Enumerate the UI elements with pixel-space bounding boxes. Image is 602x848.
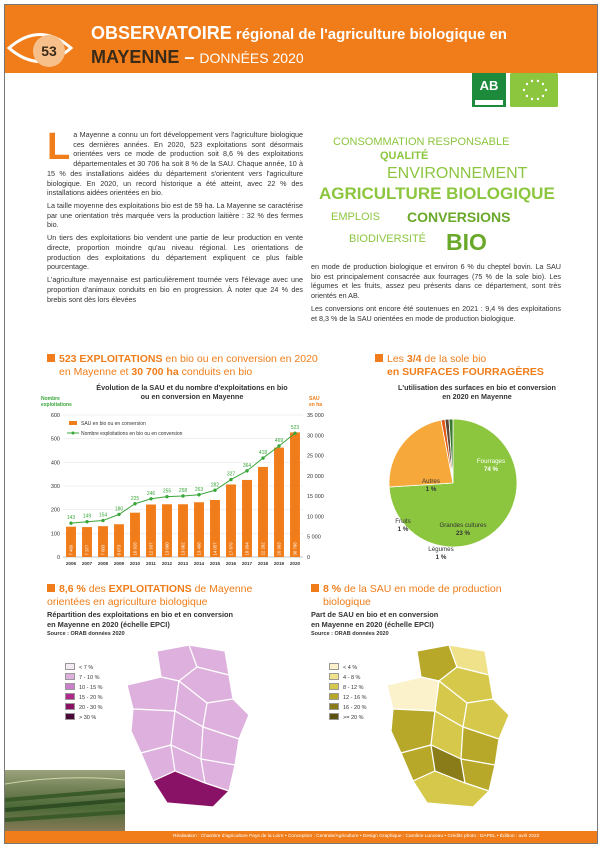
surfaces-pie-chart (379, 401, 579, 565)
right-tick-label: 0 (307, 555, 311, 561)
left-tick-label: 100 (50, 531, 60, 538)
section-title-surfaces: Les 3/4 de la sole bio en SURFACES FOURRAGÈRES (375, 353, 575, 379)
line-point (133, 502, 136, 505)
legend-label: < 7 % (79, 665, 94, 671)
pie-slice-label: Grandes cultures (439, 522, 487, 529)
legend-label: 15 - 20 % (79, 695, 103, 701)
right-tick-label: 5 000 (307, 534, 321, 541)
line-value-label: 523 (290, 425, 300, 432)
pie-slice-value: 74 % (483, 466, 499, 473)
legend-swatch (329, 703, 339, 710)
line-point (165, 495, 168, 498)
legend-label: Nombre exploitations en bio ou en conversion (81, 431, 183, 437)
cloud-word: EMPLOIS (331, 211, 380, 223)
pie-slice-label: Fruits (395, 518, 411, 525)
bar-value-label: 17 879 (228, 542, 234, 556)
line-value-label: 246 (146, 490, 156, 497)
line-point (261, 456, 264, 459)
bar-value-label: 10 926 (132, 542, 138, 556)
line-point (229, 478, 232, 481)
x-tick-label: 2019 (273, 561, 285, 566)
legend-item (329, 663, 367, 673)
legend-item (329, 683, 367, 693)
legend-swatch (329, 693, 339, 700)
legend-swatch (329, 663, 339, 670)
x-tick-label: 2009 (113, 561, 125, 566)
line-point (197, 493, 200, 496)
bar-value-label: 14 057 (212, 542, 218, 556)
legend-swatch (329, 683, 339, 690)
header-banner (5, 5, 598, 73)
page-title-line-2: MAYENNE – DONNÉES 2020 (91, 47, 304, 67)
legend-label: 12 - 16 % (343, 695, 367, 701)
legend-item (329, 703, 367, 713)
bar (290, 432, 300, 557)
legend-swatch-point (72, 432, 75, 435)
section-title-sau-map: 8 % de la SAU en mode de production biologique (311, 583, 571, 609)
line-point (277, 444, 280, 447)
line-value-label: 255 (162, 488, 172, 495)
line-point (149, 497, 152, 500)
legend-item (329, 693, 367, 703)
legend-label: 20 - 30 % (79, 705, 103, 711)
legend-swatch (65, 673, 75, 680)
legend-item (65, 683, 103, 693)
epci-map-exploitations (117, 641, 267, 809)
left-axis-label: Nombre exploitations (41, 396, 72, 408)
legend-item (65, 693, 103, 703)
drop-cap: L (47, 126, 71, 168)
line-value-label: 154 (98, 512, 108, 519)
line-value-label: 282 (210, 482, 220, 489)
left-tick-label: 0 (56, 555, 60, 561)
bar-value-label: 13 002 (180, 542, 186, 556)
line-point (245, 469, 248, 472)
legend-swatch (65, 693, 75, 700)
legend-label: < 4 % (343, 665, 358, 671)
intro-text-left (47, 126, 303, 307)
cloud-word: CONVERSIONS (407, 209, 511, 225)
x-tick-label: 2011 (146, 561, 156, 566)
line-point (181, 494, 184, 497)
epci-district (387, 677, 439, 711)
pie-slice-value: 1 % (397, 526, 409, 533)
pie-slice-value: 1 % (425, 486, 437, 493)
line-point (117, 513, 120, 516)
pie-chart-title: L'utilisation des surfaces en bio et conversion en 2020 en Mayenne (398, 383, 556, 401)
ab-logo: AB (472, 73, 506, 107)
x-tick-label: 2013 (177, 561, 189, 566)
cloud-word: BIODIVERSITÉ (349, 233, 427, 245)
legend-item (329, 713, 367, 723)
right-tick-label: 30 000 (307, 433, 324, 440)
legend-label: 16 - 20 % (343, 705, 367, 711)
left-tick-label: 400 (50, 460, 60, 467)
intro-paragraph: L'agriculture mayennaise est particulièrement tournée vers l'élevage avec une proportion d'animaux conduits en bio en progression. À noter que 24 % des brebis sont dès lors élevées (47, 275, 303, 304)
x-tick-label: 2007 (81, 561, 93, 566)
pie-slice-label: Légumes (428, 546, 454, 553)
pie-slice-value: 23 % (455, 530, 471, 537)
legend-label: 10 - 15 % (79, 685, 103, 691)
intro-paragraph: en mode de production biologique et environ 6 % du cheptel bovin. La SAU bio est principalement consacrée aux fourrages (75 % de la sole bio). Les légumes et les fruits, assez peu présents dans ce département, sont très orientés en AB. (311, 262, 561, 301)
x-tick-label: 2008 (97, 561, 109, 566)
epci-map-sau (377, 641, 527, 809)
epci-district (127, 677, 179, 711)
word-cloud (319, 132, 559, 257)
section-title-exploitations: 523 EXPLOITATIONS en bio ou en conversion en 2020 en Mayenne et 30 700 ha conduits en bio (47, 353, 347, 379)
legend-item (65, 703, 103, 713)
cloud-word: CONSOMMATION RESPONSABLE (333, 136, 510, 148)
line-value-label: 469 (274, 438, 284, 445)
cloud-word: AGRICULTURE BIOLOGIQUE (319, 184, 555, 203)
legend-label: 4 - 8 % (343, 675, 361, 681)
x-tick-label: 2006 (65, 561, 77, 566)
bar-value-label: 22 202 (260, 542, 266, 556)
map-legend-exploitations (65, 663, 103, 723)
page-number: 53 (33, 35, 65, 67)
pie-slice-value: 1 % (435, 554, 447, 561)
right-tick-label: 15 000 (307, 494, 324, 501)
x-tick-label: 2020 (289, 561, 301, 566)
bar-value-label: 12 937 (148, 542, 154, 556)
legend-item (65, 713, 103, 723)
right-tick-label: 20 000 (307, 473, 324, 480)
right-tick-label: 35 000 (307, 413, 324, 419)
map-source: Source : ORAB données 2020 (47, 631, 125, 637)
intro-paragraph: Les conversions ont encore été soutenues en 2021 : 9,4 % des exploitations et 8,3 % de la SAU orientées en mode de production biologique. (311, 303, 561, 323)
right-tick-label: 25 000 (307, 453, 324, 460)
legend-item (65, 663, 103, 673)
bar-value-label: 7 603 (100, 544, 106, 556)
x-tick-label: 2016 (225, 561, 237, 566)
left-tick-label: 300 (50, 484, 60, 490)
pie-slice-label: Autres (422, 478, 440, 485)
line-point (293, 432, 296, 435)
intro-paragraph: a Mayenne a connu un fort développement vers l'agriculture biologique ces dernières années. En 2020, 523 exploitations sont désormais orientées vers ce mode de production soit 8,6 % des exploitations départementales et 30 706 ha soit 8 % de la SAU. Chaque année, 10 à 15 % des installations aidées du département s'orientent vers l'agriculture biologique. En 2020, un record historique a été atteint, avec 22 % des installations aidées orientées en bio. (47, 130, 303, 198)
legend-swatch-bar (69, 421, 77, 425)
section-title-exploitations-map: 8,6 % des EXPLOITATIONS de Mayenne orientées en agriculture biologique (47, 583, 253, 609)
x-tick-label: 2017 (241, 561, 253, 566)
bar-chart-title: Évolution de la SAU et du nombre d'exploitations en bio ou en conversion en Mayenne (96, 383, 288, 401)
line-value-label: 418 (258, 450, 268, 457)
legend-swatch (65, 703, 75, 710)
bar-value-label: 7 469 (68, 544, 74, 556)
legend-swatch (65, 713, 75, 720)
bar-value-label: 18 994 (244, 542, 250, 556)
line-value-label: 263 (194, 486, 204, 493)
line-point (101, 519, 104, 522)
bar-value-label: 13 000 (164, 542, 170, 556)
bar-value-label: 13 498 (196, 542, 202, 556)
intro-paragraph: La taille moyenne des exploitations bio est de 59 ha. La Mayenne se caractérise par une orientation très marquée vers la production laitière : 32 % des fermes bio. (47, 201, 303, 230)
intro-text-right (311, 262, 561, 326)
map-title-sau: Part de SAU en bio et en conversion en Mayenne en 2020 (échelle EPCI) (311, 610, 439, 629)
left-tick-label: 600 (50, 413, 60, 419)
map-title-exploitations: Répartition des exploitations en bio et en conversion en Mayenne en 2020 (échelle EPCI) (47, 610, 234, 629)
legend-label: >= 20 % (343, 715, 364, 721)
legend-swatch (329, 713, 339, 720)
intro-paragraph: Un tiers des exploitations bio vendent une partie de leur production en vente directe, proportion moindre qu'au niveau régional. Les orientations de production des exploitations du département expliquent ce plus faible pourcentage. (47, 233, 303, 272)
line-value-label: 258 (178, 487, 188, 494)
page (4, 4, 598, 844)
x-tick-label: 2012 (161, 561, 173, 566)
right-axis-label: SAU en ha (309, 396, 323, 408)
legend-label: 8 - 12 % (343, 685, 364, 691)
left-tick-label: 500 (50, 436, 60, 443)
x-tick-label: 2014 (193, 561, 205, 566)
eu-organic-leaf-logo (510, 73, 558, 107)
left-tick-label: 200 (50, 507, 60, 514)
legend-item (65, 673, 103, 683)
line-value-label: 327 (226, 471, 236, 478)
bar (274, 448, 284, 557)
pie-slice-label: Fourrages (476, 458, 506, 465)
line-value-label: 225 (130, 495, 140, 502)
legend-label: 7 - 10 % (79, 675, 100, 681)
line-value-label: 143 (66, 515, 76, 522)
legend-swatch (329, 673, 339, 680)
legend-label: SAU en bio ou en conversion (81, 421, 146, 427)
legend-item (329, 673, 367, 683)
line-value-label: 364 (242, 462, 252, 469)
sau-exploitations-chart (41, 409, 341, 571)
cloud-word: ENVIRONNEMENT (387, 165, 528, 182)
x-tick-label: 2018 (257, 561, 269, 566)
field-photo (5, 770, 125, 832)
line-point (69, 521, 72, 524)
bar-value-label: 7 377 (84, 544, 90, 556)
right-tick-label: 10 000 (307, 514, 324, 521)
line-point (85, 520, 88, 523)
legend-swatch (65, 683, 75, 690)
bar-value-label: 8 073 (116, 544, 122, 556)
footer-credits: Réalisation : Chambre d'agriculture Pays de la Loire • Conception : Centrale/Agriculture • Design Graphique : Caroline Lunceau • Crédits photo : DAPEL • Édition : avril 2022 (173, 834, 540, 839)
legend-swatch (65, 663, 75, 670)
line-value-label: 180 (114, 506, 124, 513)
page-title-line-1: OBSERVATOIRE régional de l'agriculture biologique en (91, 23, 507, 43)
bar-value-label: 30 706 (292, 542, 298, 556)
cloud-word: QUALITÉ (380, 150, 429, 162)
line-point (213, 489, 216, 492)
x-tick-label: 2010 (129, 561, 141, 566)
line-value-label: 149 (82, 513, 92, 520)
map-source: Source : ORAB données 2020 (311, 631, 389, 637)
legend-label: > 30 % (79, 715, 97, 721)
x-tick-label: 2015 (209, 561, 221, 566)
cloud-word: BIO (446, 229, 487, 255)
bar-value-label: 26 963 (276, 542, 282, 556)
map-legend-sau (329, 663, 367, 723)
footer-bar (5, 831, 598, 844)
